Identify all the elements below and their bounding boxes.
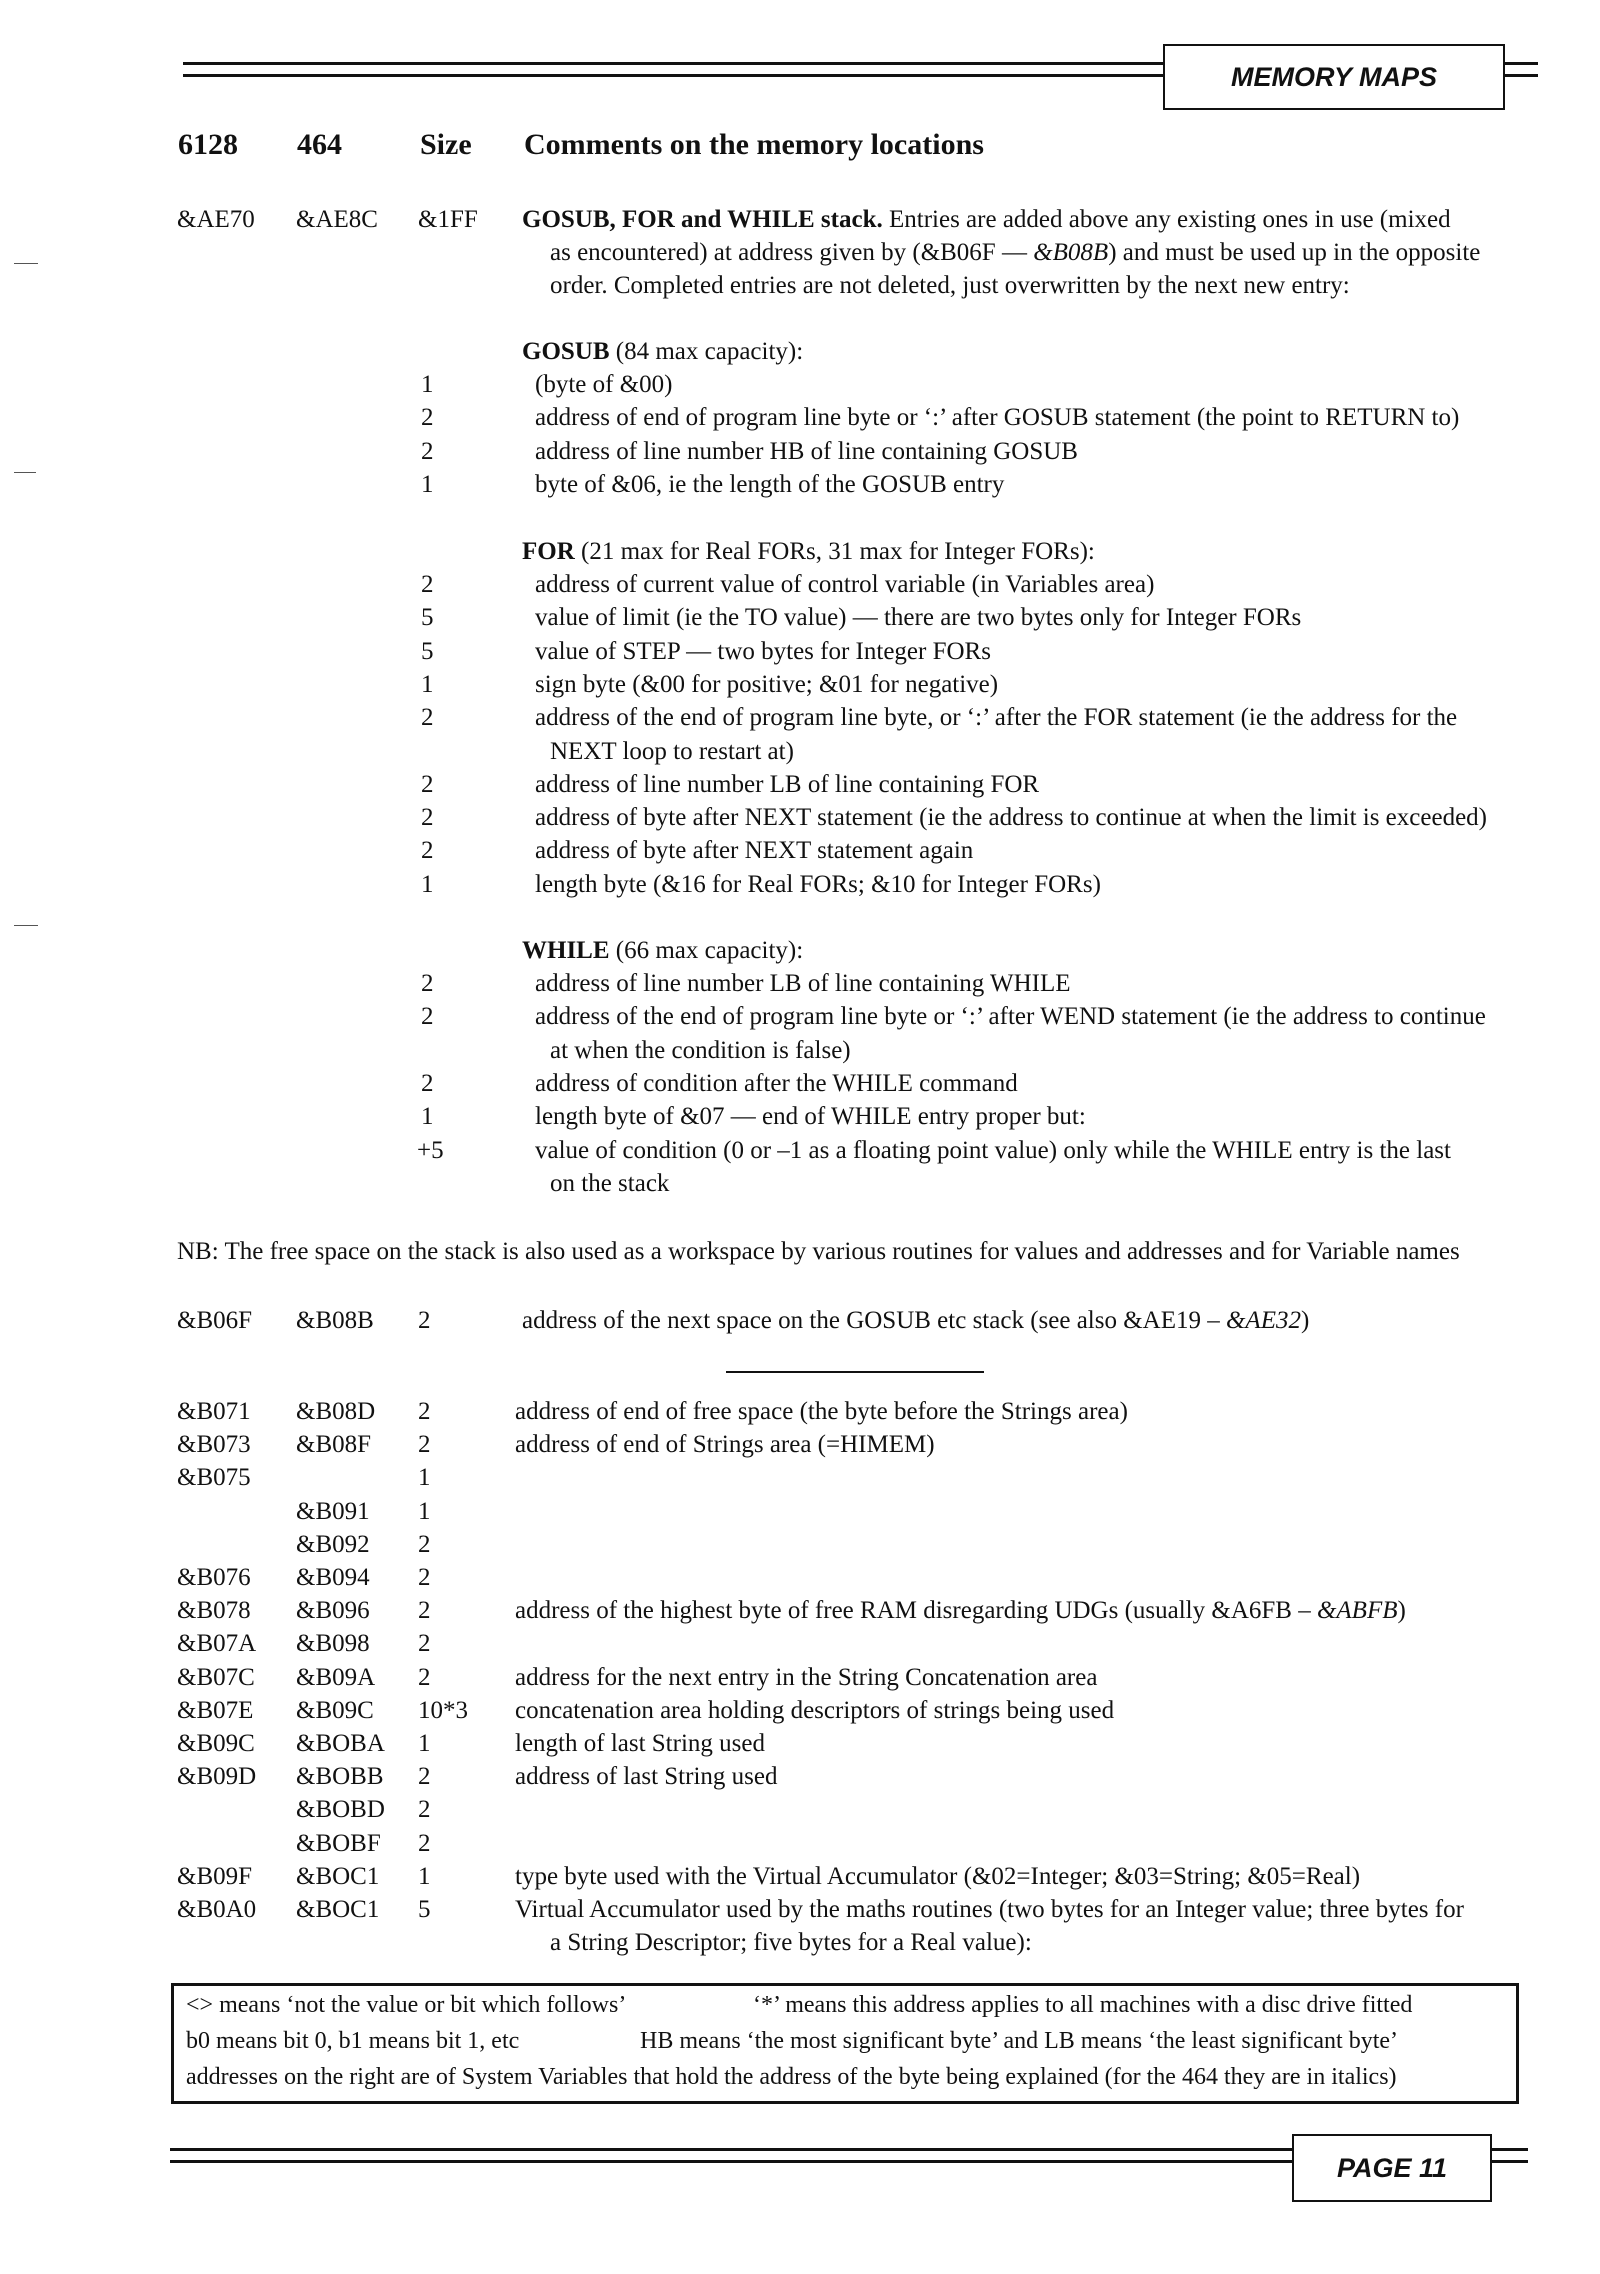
addr-6128: &B09F: [177, 1862, 253, 1890]
addr-464: &AE8C: [296, 206, 378, 233]
legend-box: [171, 1983, 1519, 2104]
row-comment-italic: &ABFB: [1316, 1597, 1398, 1625]
row-comment: [515, 1664, 1097, 1692]
footer-page-label: PAGE 11: [1336, 2152, 1448, 2183]
gosub-entry: [0, 371, 1600, 403]
addr-464: &B09A: [296, 1663, 376, 1691]
for-capacity: (21 max for Real FORs, 31 max for Integer FORs):: [574, 538, 1095, 565]
section-divider: [726, 1371, 984, 1373]
while-entry: [0, 1170, 1600, 1202]
gosub-entry: [0, 438, 1600, 470]
row-comment-text: address of end of free space (the byte before the Strings area): [515, 1398, 1128, 1425]
nb-note: NB: The free space on the stack is also used as a workspace by various routines for values and addresses and for Variable names: [177, 1238, 1460, 1265]
next-space-text: [522, 1307, 1309, 1335]
for-entry: [0, 738, 1600, 770]
addr-6128: &B09C: [177, 1730, 255, 1757]
size: 2: [418, 1530, 431, 1558]
size: 2: [418, 1829, 431, 1857]
table-row: [0, 1730, 1600, 1762]
gosub-heading: [0, 338, 1600, 370]
entry-size: 2: [421, 1003, 434, 1031]
addr-6128: &B06F: [177, 1307, 253, 1334]
addr-6128: &B071: [177, 1398, 251, 1425]
row-comment: [515, 1398, 1128, 1426]
size: 1: [418, 1497, 431, 1525]
entry-text: address of current value of control variable (in Variables area): [535, 571, 1155, 598]
gosub-capacity: (84 max capacity):: [609, 338, 804, 365]
row-comment: [515, 1863, 1360, 1891]
while-heading-text: [522, 937, 803, 965]
addr-6128: &B07E: [177, 1696, 254, 1724]
gosub-entry: [0, 404, 1600, 436]
for-entry: [0, 837, 1600, 869]
entry-size: 2: [421, 704, 434, 732]
addr-464: &B08B: [296, 1307, 374, 1334]
entry-text: address of byte after NEXT statement (ie the address to continue at when the limit is exceeded): [535, 804, 1487, 832]
row-comment-text: type byte used with the Virtual Accumulator (&02=Integer; &03=String; &05=Real): [515, 1862, 1361, 1890]
for-title: FOR: [522, 538, 575, 565]
entry-text: NEXT loop to restart at): [550, 737, 794, 765]
row-comment-text: concatenation area holding descriptors of strings being used: [515, 1696, 1115, 1724]
for-heading-text: [522, 538, 1095, 566]
entry-size: 2: [421, 837, 434, 865]
stack-row-3: [0, 272, 1600, 304]
size: 2: [418, 1307, 431, 1334]
entry-text: length byte of &07 — end of WHILE entry proper but:: [535, 1103, 1086, 1131]
addr-6128: &B078: [177, 1597, 251, 1625]
while-capacity: (66 max capacity):: [609, 937, 804, 964]
row-comment-text: address of end of Strings area (=HIMEM): [515, 1431, 935, 1459]
for-entry: [0, 604, 1600, 636]
entry-text: address of line number LB of line containing FOR: [535, 770, 1040, 798]
addr-464: &B098: [296, 1630, 370, 1658]
col-head-size: Size: [420, 128, 472, 161]
stack-description: [522, 206, 1451, 234]
for-entry: [0, 704, 1600, 736]
addr-464: &B08F: [296, 1431, 372, 1459]
size: 1: [418, 1730, 431, 1757]
row-comment-text: address of last String used: [515, 1763, 778, 1791]
row-comment-text: length of last String used: [515, 1730, 765, 1757]
next-space-italic: &AE32: [1225, 1307, 1301, 1334]
while-title: WHILE: [522, 937, 610, 964]
entry-size: 1: [421, 670, 434, 698]
addr-464: &BOBA: [296, 1730, 385, 1757]
next-space-row: [0, 1307, 1600, 1339]
col-head-464: 464: [297, 128, 342, 161]
size: 2: [418, 1663, 431, 1691]
stack-row-2: [0, 239, 1600, 271]
entry-size: 1: [421, 1103, 434, 1131]
row-comment-text: address for the next entry in the String Concatenation area: [515, 1663, 1098, 1691]
stack-title: GOSUB, FOR and WHILE stack.: [522, 206, 883, 233]
for-entry: [0, 804, 1600, 836]
next-space-text-b: ): [1300, 1307, 1310, 1334]
row-comment-end: ): [1397, 1597, 1406, 1625]
header-tab-label: MEMORY MAPS: [1230, 61, 1438, 92]
entry-size: 1: [421, 870, 434, 898]
legend-bits: b0 means bit 0, b1 means bit 1, etc: [186, 2028, 520, 2054]
header-tab: [1163, 44, 1505, 110]
size: 2: [418, 1431, 431, 1459]
entry-text: address of the end of program line byte or ‘:’ after WEND statement (ie the address to continue: [535, 1003, 1486, 1031]
while-entry: [0, 1003, 1600, 1035]
entry-text: value of STEP — two bytes for Integer FORs: [535, 637, 991, 665]
entry-text: address of line number LB of line containing WHILE: [535, 970, 1071, 997]
entry-text: value of condition (0 or –1 as a floating point value) only while the WHILE entry is the last: [535, 1136, 1451, 1164]
table-row: [0, 1863, 1600, 1895]
while-entry: [0, 1103, 1600, 1135]
entry-text: address of line number HB of line containing GOSUB: [535, 437, 1078, 465]
entry-text: on the stack: [550, 1169, 670, 1197]
size: 2: [418, 1398, 431, 1425]
entry-text: length byte (&16 for Real FORs; &10 for Integer FORs): [535, 870, 1101, 898]
margin-mark: [14, 925, 38, 926]
addr-464: &B094: [296, 1564, 370, 1591]
legend-not-value: <> means ‘not the value or bit which follows’: [186, 1992, 627, 2018]
stack-desc-2-italic: &B08B: [1033, 239, 1109, 266]
for-entry: [0, 771, 1600, 803]
while-entry: [0, 1070, 1600, 1102]
addr-464: &B08D: [296, 1398, 376, 1425]
entry-size: 1: [421, 470, 434, 498]
gosub-entry: [0, 471, 1600, 503]
size: 10*3: [418, 1696, 468, 1724]
entry-size: 2: [421, 970, 434, 997]
entry-size: 2: [421, 804, 434, 832]
margin-mark: [14, 472, 36, 473]
stack-row: [0, 206, 1600, 238]
table-row: [0, 1564, 1600, 1596]
legend-addresses: addresses on the right are of System Variables that hold the address of the byte being explained (for the 464 they are in italics): [186, 2064, 1397, 2090]
addr-6128: &B07A: [177, 1630, 257, 1658]
table-row: [0, 1531, 1600, 1563]
addr-464: &BOBF: [296, 1829, 381, 1857]
stack-desc-2: [550, 239, 1480, 267]
table-row: [0, 1929, 1600, 1961]
table-row: [0, 1498, 1600, 1530]
for-entry: [0, 571, 1600, 603]
row-comment: [515, 1597, 1406, 1625]
col-head-comments: Comments on the memory locations: [524, 128, 984, 161]
row-comment: [515, 1730, 765, 1758]
entry-text: (byte of &00): [535, 371, 673, 398]
legend-hb-lb: HB means ‘the most significant byte’ and LB means ‘the least significant byte’: [640, 2028, 1399, 2054]
table-row: [0, 1664, 1600, 1696]
entry-size: 2: [421, 770, 434, 798]
gosub-title: GOSUB: [522, 338, 610, 365]
addr-464: &B09C: [296, 1696, 374, 1724]
row-comment: [515, 1763, 777, 1791]
entry-size: 2: [421, 437, 434, 465]
addr-464: &B092: [296, 1530, 370, 1558]
while-heading: [0, 937, 1600, 969]
table-row: [0, 1896, 1600, 1928]
addr-464: &BOBB: [296, 1763, 384, 1791]
stack-desc-2b: ) and must be used up in the opposite: [1108, 239, 1481, 266]
entry-text: address of byte after NEXT statement again: [535, 837, 974, 865]
stack-desc-2a: as encountered) at address given by (&B06F —: [550, 239, 1034, 266]
next-space-text-a: address of the next space on the GOSUB etc stack (see also &AE19 –: [522, 1307, 1226, 1334]
row-comment-text: address of the highest byte of free RAM disregarding UDGs (usually &A6FB –: [515, 1597, 1317, 1625]
addr-6128: &B07C: [177, 1663, 255, 1691]
entry-text: sign byte (&00 for positive; &01 for negative): [535, 670, 999, 698]
entry-size: 5: [421, 637, 434, 665]
entry-text: address of end of program line byte or ‘:’ after GOSUB statement (the point to RETURN to): [535, 404, 1460, 432]
margin-mark: [14, 263, 38, 264]
table-row: [0, 1763, 1600, 1795]
table-row: [0, 1830, 1600, 1862]
entry-text: value of limit (ie the TO value) — there are two bytes only for Integer FORs: [535, 604, 1302, 632]
entry-text: at when the condition is false): [550, 1036, 851, 1064]
addr-464: &BOC1: [296, 1862, 380, 1890]
table-row: [0, 1697, 1600, 1729]
size: 2: [418, 1630, 431, 1658]
while-entry: [0, 1037, 1600, 1069]
size: 2: [418, 1763, 431, 1791]
entry-size: 1: [421, 371, 434, 398]
entry-size: 2: [421, 571, 434, 598]
row-comment-text: Virtual Accumulator used by the maths routines (two bytes for an Integer value; three bytes for: [515, 1896, 1464, 1923]
entry-size: 5: [421, 604, 434, 632]
addr-464: &B091: [296, 1497, 370, 1525]
entry-size: 2: [421, 404, 434, 432]
row-comment: [515, 1431, 935, 1459]
addr-6128: &AE70: [177, 206, 255, 233]
addr-6128: &B075: [177, 1464, 251, 1492]
size: 1: [418, 1862, 431, 1890]
addr-6128: &B073: [177, 1431, 251, 1459]
while-entry: [0, 1137, 1600, 1169]
addr-6128: &B0A0: [177, 1896, 257, 1923]
size: 2: [418, 1597, 431, 1625]
table-row: [0, 1630, 1600, 1662]
entry-text: address of condition after the WHILE command: [535, 1069, 1018, 1097]
row-comment-text: a String Descriptor; five bytes for a Real value):: [550, 1929, 1032, 1957]
for-entry: [0, 638, 1600, 670]
table-row: [0, 1796, 1600, 1828]
entry-size: +5: [417, 1136, 444, 1164]
for-heading: [0, 538, 1600, 570]
addr-6128: &B076: [177, 1564, 251, 1591]
addr-464: &BOBD: [296, 1796, 385, 1824]
legend-star: ‘*’ means this address applies to all machines with a disc drive fitted: [753, 1992, 1413, 2018]
addr-464: &B096: [296, 1597, 370, 1625]
size: 5: [418, 1896, 431, 1923]
size: &1FF: [418, 206, 478, 233]
table-row: [0, 1431, 1600, 1463]
table-row: [0, 1398, 1600, 1430]
while-entry: [0, 970, 1600, 1002]
addr-6128: &B09D: [177, 1763, 257, 1791]
stack-desc-3: order. Completed entries are not deleted, just overwritten by the next new entry:: [550, 272, 1350, 299]
row-comment: [550, 1929, 1032, 1957]
col-head-6128: 6128: [178, 128, 238, 161]
entry-text: byte of &06, ie the length of the GOSUB entry: [535, 470, 1005, 498]
for-entry: [0, 671, 1600, 703]
size: 2: [418, 1564, 431, 1591]
for-entry: [0, 871, 1600, 903]
footer-tab: [1292, 2134, 1492, 2202]
table-row: [0, 1597, 1600, 1629]
gosub-heading-text: [522, 338, 803, 366]
entry-size: 2: [421, 1069, 434, 1097]
stack-desc-1: Entries are added above any existing ones in use (mixed: [888, 206, 1451, 233]
entry-text: address of the end of program line byte, or ‘:’ after the FOR statement (ie the address for the: [535, 704, 1458, 732]
addr-464: &BOC1: [296, 1896, 380, 1923]
size: 1: [418, 1464, 431, 1492]
table-row: [0, 1464, 1600, 1496]
row-comment: [515, 1697, 1114, 1725]
size: 2: [418, 1796, 431, 1824]
row-comment: [515, 1896, 1464, 1924]
